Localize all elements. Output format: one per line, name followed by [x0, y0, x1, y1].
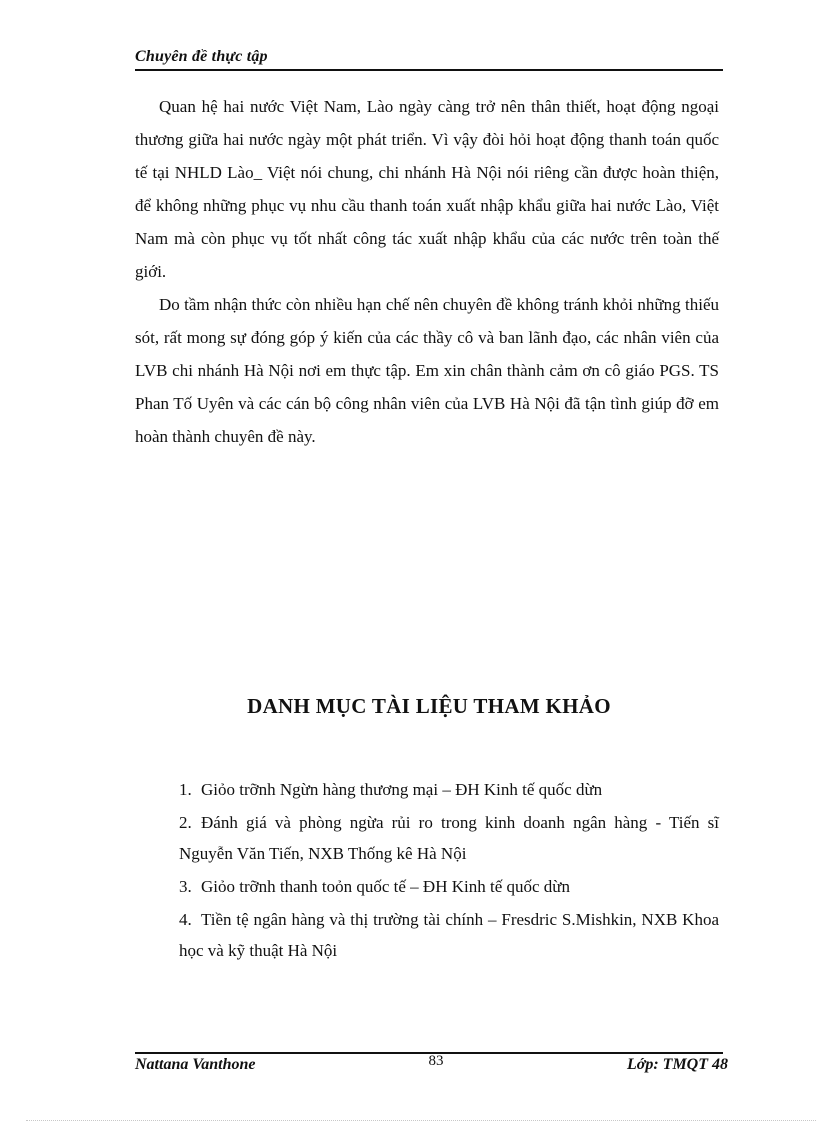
- reference-item: [173, 871, 719, 902]
- reference-number: 3.: [179, 877, 192, 896]
- reference-text: Tiền tệ ngân hàng và thị trường tài chính – Fresdric S.Mishkin, NXB Khoa học và kỹ thuật Hà Nội: [179, 910, 719, 960]
- reference-item: [173, 807, 719, 869]
- reference-number: 1.: [179, 780, 192, 799]
- references-heading: DANH MỤC TÀI LIỆU THAM KHẢO: [247, 694, 611, 718]
- header-title: Chuyên đề thực tập: [135, 48, 268, 65]
- header-divider: [135, 69, 723, 71]
- footer-author: Nattana Vanthone: [135, 1056, 256, 1073]
- reference-text: Giỏo trỡnh thanh toỏn quốc tế – ĐH Kinh tế quốc dừn: [201, 877, 571, 896]
- page-number: 83: [428, 1053, 444, 1069]
- reference-text: Giỏo trỡnh Ngừn hàng thương mại – ĐH Kinh tế quốc dừn: [201, 780, 603, 799]
- body-text: [135, 90, 719, 453]
- reference-number: 2.: [179, 813, 192, 832]
- footer-class-label: Lớp: TMQT 48: [626, 1056, 728, 1073]
- reference-text: Đánh giá và phòng ngừa rủi ro trong kinh doanh ngân hàng - Tiến sĩ Nguyễn Văn Tiến, NXB Thống kê Hà Nội: [179, 813, 719, 863]
- body-paragraph: Do tầm nhận thức còn nhiều hạn chế nên chuyên đề không tránh khỏi những thiếu sót, rất mong sự đóng góp ý kiến của các thầy cô và ban lãnh đạo, các nhân viên của LVB chi nhánh Hà Nội nơi em thực tập. Em xin chân thành cảm ơn cô giáo PGS. TS Phan Tố Uyên và các cán bộ công nhân viên của LVB Hà Nội đã tận tình giúp đỡ em hoàn thành chuyên đề này.: [135, 295, 719, 446]
- body-paragraph: Quan hệ hai nước Việt Nam, Lào ngày càng trở nên thân thiết, hoạt động ngoại thương giữa hai nước ngày một phát triển. Vì vậy đòi hỏi hoạt động thanh toán quốc tế tại NHLD Lào_ Việt nói chung, chi nhánh Hà Nội nói riêng cần được hoàn thiện, để không những phục vụ nhu cầu thanh toán xuất nhập khẩu giữa hai nước Lào, Việt Nam mà còn phục vụ tốt nhất công tác xuất nhập khẩu của các nước trên toàn thế giới.: [135, 97, 719, 281]
- reference-item: [173, 774, 719, 805]
- page-edge-divider: [26, 1120, 816, 1121]
- reference-item: [173, 904, 719, 966]
- references-list: [173, 774, 719, 968]
- reference-number: 4.: [179, 910, 192, 929]
